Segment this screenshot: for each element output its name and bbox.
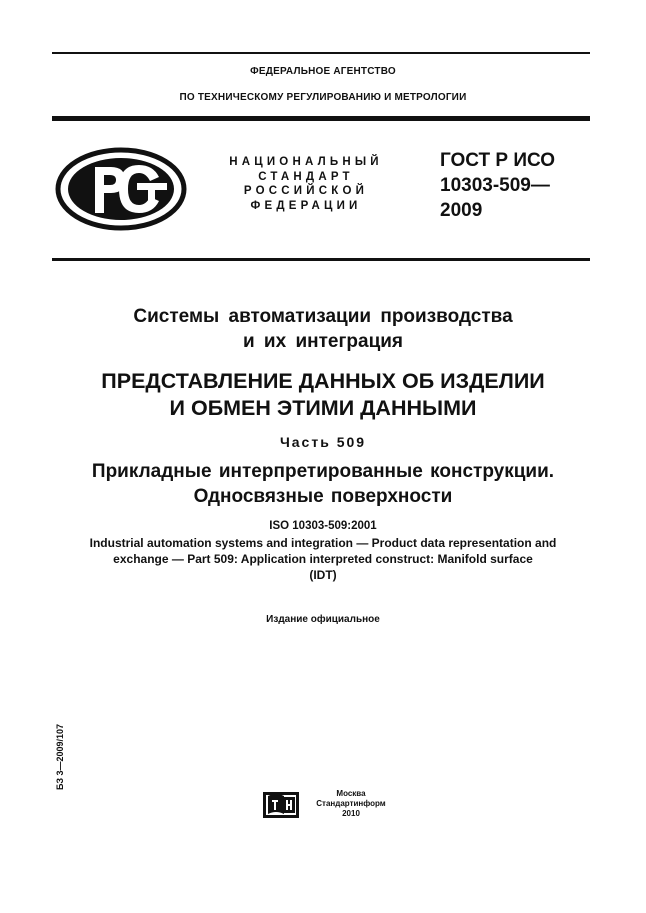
rst-logo-icon <box>55 147 187 231</box>
top-rule-thick <box>52 116 590 121</box>
subtitle-line-2: и их интеграция <box>242 331 404 352</box>
gost-line-3: 2009 <box>440 200 483 221</box>
top-rule-thin <box>52 52 590 54</box>
part-label: Часть 509 <box>279 434 367 450</box>
national-line-2: СТАНДАРТ <box>258 170 354 183</box>
gost-line-2: 10303-509— <box>440 175 550 196</box>
agency-line-1: ФЕДЕРАЛЬНОЕ АГЕНТСТВО <box>250 66 396 77</box>
national-line-3: РОССИЙСКОЙ <box>243 185 369 197</box>
part-title-line-2: Односвязные поверхности <box>193 486 453 507</box>
iso-title-line-3: (IDT) <box>309 568 337 582</box>
gost-line-1: ГОСТ Р ИСО <box>440 150 556 171</box>
national-standard-label <box>218 155 394 213</box>
edition-label: Издание официальное <box>266 614 380 625</box>
national-line-4: ФЕДЕРАЦИИ <box>250 199 362 212</box>
standartinform-logo-icon <box>262 788 302 822</box>
middle-rule <box>52 258 590 261</box>
agency-line-2: ПО ТЕХНИЧЕСКОМУ РЕГУЛИРОВАНИЮ И МЕТРОЛОГИИ <box>179 92 467 103</box>
iso-number: ISO 10303-509:2001 <box>269 520 377 532</box>
part-title <box>0 459 646 509</box>
iso-title-line-1: Industrial automation systems and integration — Product data representation and <box>89 536 557 550</box>
publisher-city: Москва <box>336 789 366 798</box>
rst-logo <box>55 147 187 236</box>
subtitle <box>0 304 646 354</box>
iso-title-line-2: exchange — Part 509: Application interpreted construct: Manifold surface <box>113 552 533 566</box>
iso-title <box>0 535 646 583</box>
part-title-line-1: Прикладные интерпретированные конструкции. <box>91 461 555 482</box>
main-title-line-1: ПРЕДСТАВЛЕНИЕ ДАННЫХ ОБ ИЗДЕЛИИ <box>101 369 545 393</box>
publisher-year: 2010 <box>342 809 360 818</box>
publisher-logo <box>262 788 302 827</box>
gost-designation <box>440 148 555 223</box>
main-title-line-2: И ОБМЕН ЭТИМИ ДАННЫМИ <box>169 396 477 420</box>
national-line-1: НАЦИОНАЛЬНЫЙ <box>229 156 383 168</box>
publisher-name: Стандартинформ <box>316 799 386 808</box>
main-title <box>0 368 646 422</box>
side-code: БЗ 3—2009/107 <box>55 723 65 790</box>
subtitle-line-1: Системы автоматизации производства <box>133 306 513 327</box>
publisher-text <box>306 789 396 819</box>
